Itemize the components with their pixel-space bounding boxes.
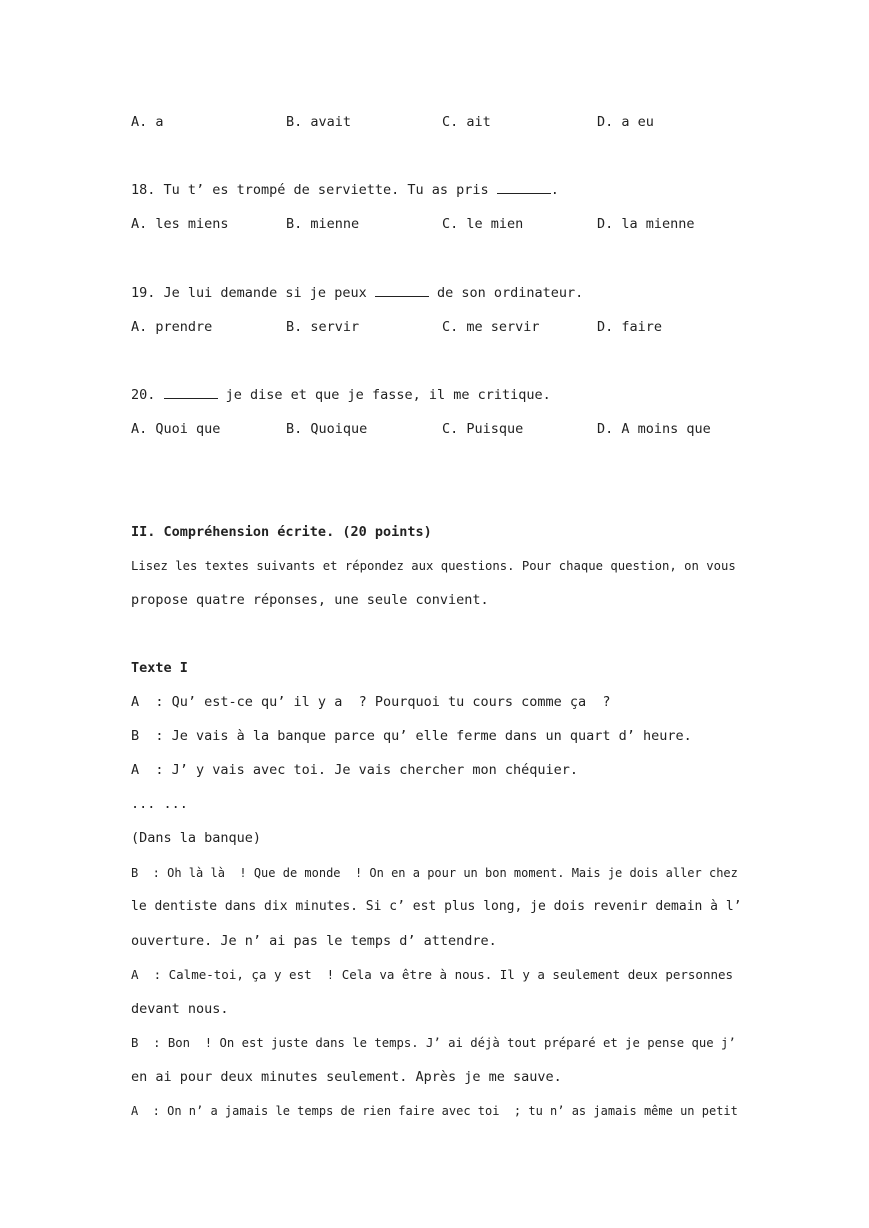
q20-option-a[interactable]: A. Quoi que	[131, 421, 221, 437]
q18-text-before: 18. Tu t’ es trompé de serviette. Tu as pris	[131, 182, 497, 198]
instructions-line-1: Lisez les textes suivants et répondez aux questions. Pour chaque question, on vous	[131, 559, 736, 573]
q17-option-a[interactable]: A. a	[131, 114, 164, 130]
dialogue-line: en ai pour deux minutes seulement. Après je me sauve.	[131, 1069, 562, 1085]
q20-option-d[interactable]: D. A moins que	[597, 421, 711, 437]
q19-option-c[interactable]: C. me servir	[442, 319, 540, 335]
q18-text-after: .	[550, 182, 559, 198]
dialogue-line: A : On n’ a jamais le temps de rien faire avec toi ; tu n’ as jamais même un petit	[131, 1104, 738, 1118]
dialogue-line: ouverture. Je n’ ai pas le temps d’ attendre.	[131, 933, 497, 949]
q19-text-before: 19. Je lui demande si je peux	[131, 285, 375, 301]
q20-option-c[interactable]: C. Puisque	[442, 421, 524, 437]
dialogue-line: A : Calme-toi, ça y est ! Cela va être à nous. Il y a seulement deux personnes	[131, 967, 734, 982]
q19-stem	[131, 284, 583, 302]
q20-stem	[131, 386, 551, 404]
dialogue-line: A : Qu’ est-ce qu’ il y a ? Pourquoi tu cours comme ça ?	[131, 694, 611, 710]
q19-option-a[interactable]: A. prendre	[131, 319, 213, 335]
q18-option-a[interactable]: A. les miens	[131, 216, 229, 232]
q20-blank	[164, 386, 218, 399]
dialogue-line: le dentiste dans dix minutes. Si c’ est plus long, je dois revenir demain à l’	[131, 899, 742, 914]
q17-option-b[interactable]: B. avait	[286, 114, 352, 130]
q20-text-after: je dise et que je fasse, il me critique.	[217, 387, 551, 403]
q17-options	[131, 113, 751, 131]
q17-option-c[interactable]: C. ait	[442, 114, 491, 130]
q19-blank	[375, 284, 429, 297]
q18-stem	[131, 181, 559, 199]
dialogue-line: A : J’ y vais avec toi. Je vais chercher mon chéquier.	[131, 762, 579, 778]
q19-options	[131, 318, 751, 336]
q18-option-c[interactable]: C. le mien	[442, 216, 524, 232]
q19-option-d[interactable]: D. faire	[597, 319, 663, 335]
dialogue-line: (Dans la banque)	[131, 830, 262, 846]
q18-blank	[497, 181, 551, 194]
q17-option-d[interactable]: D. a eu	[597, 114, 654, 130]
dialogue-line: B : Oh là là ! Que de monde ! On en a pour un bon moment. Mais je dois aller chez	[131, 866, 738, 880]
q18-option-b[interactable]: B. mienne	[286, 216, 360, 232]
q18-option-d[interactable]: D. la mienne	[597, 216, 695, 232]
dialogue-line: ... ...	[131, 796, 188, 812]
q19-text-after: de son ordinateur.	[428, 285, 584, 301]
q18-options	[131, 215, 751, 233]
q20-options	[131, 420, 751, 438]
dialogue-line: B : Je vais à la banque parce qu’ elle ferme dans un quart d’ heure.	[131, 728, 692, 744]
dialogue-line: devant nous.	[131, 1001, 229, 1017]
q19-option-b[interactable]: B. servir	[286, 319, 360, 335]
instructions-line-2: propose quatre réponses, une seule convient.	[131, 592, 489, 608]
texte-title: Texte I	[131, 660, 188, 676]
dialogue-line: B : Bon ! On est juste dans le temps. J’ ai déjà tout préparé et je pense que j’	[131, 1036, 736, 1050]
section-title: II. Compréhension écrite. (20 points)	[131, 524, 432, 540]
q20-option-b[interactable]: B. Quoique	[286, 421, 368, 437]
q20-text-before: 20.	[131, 387, 164, 403]
